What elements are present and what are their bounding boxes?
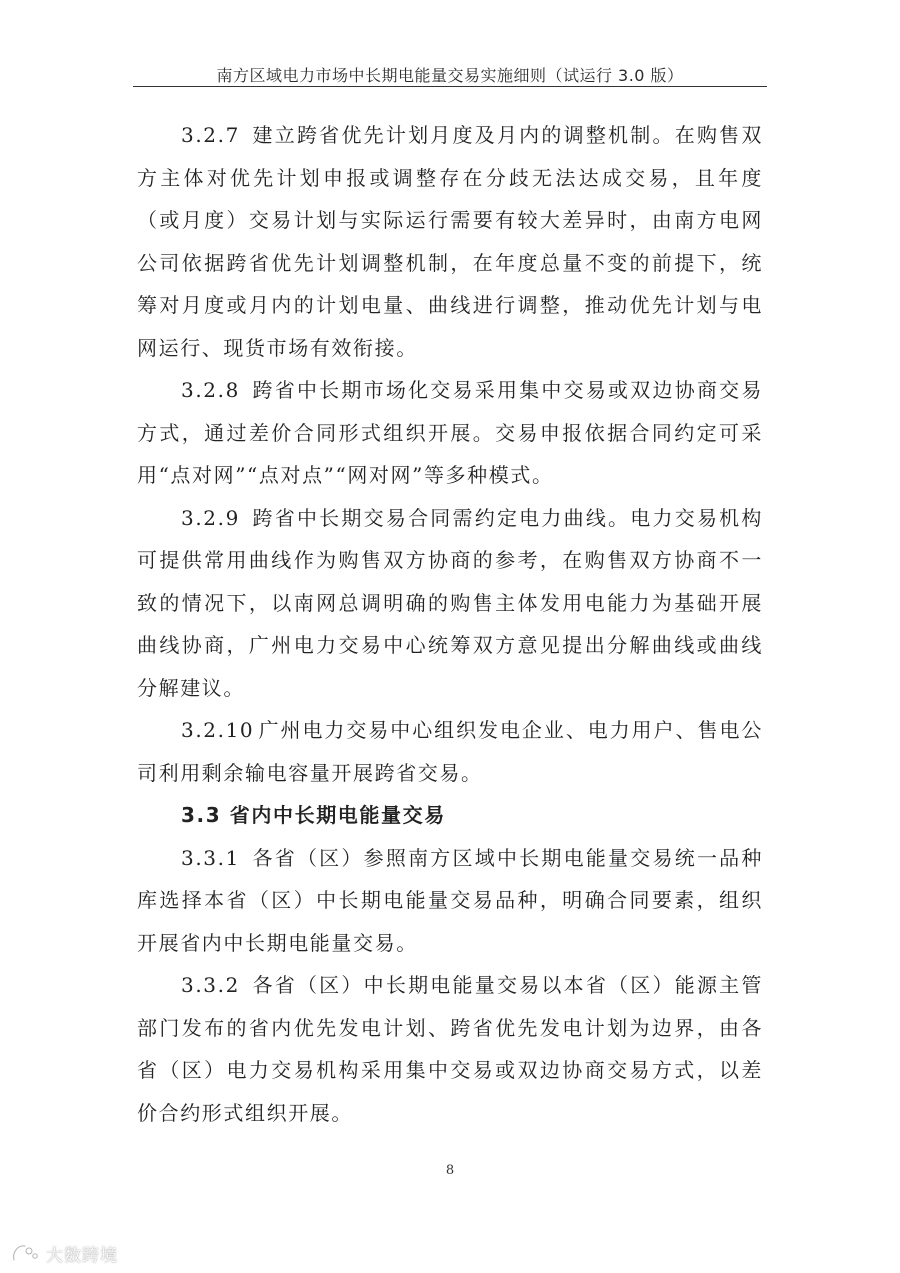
header-rule: [133, 86, 767, 87]
clause-3-2-10: [137, 709, 763, 794]
document-body: [137, 114, 763, 1134]
clause-text: 跨省中长期市场化交易采用集中交易或双边协商交易方式，通过差价合同形式组织开展。交易申报依据合同约定可采用“点对网”“点对点”“网对网”等多种模式。: [137, 378, 763, 487]
clause-number: 3.3.1: [181, 845, 240, 870]
clause-number: 3.2.8: [181, 378, 240, 402]
clause-3-2-7: [137, 114, 763, 369]
clause-number: 3.2.9: [181, 505, 240, 530]
clause-text: 跨省中长期交易合同需约定电力曲线。电力交易机构可提供常用曲线作为购售双方协商的参考，在购售双方协商不一致的情况下，以南网总调明确的购售主体发用电能力为基础开展曲线协商，广州电力交易中心统筹双方意见提出分解曲线或曲线分解建议。: [137, 505, 763, 700]
clause-3-2-8: [137, 369, 763, 497]
clause-3-3-1: [137, 837, 763, 965]
clause-text: 各省（区）中长期电能量交易以本省（区）能源主管部门发布的省内优先发电计划、跨省优先发电计划为边界，由各省（区）电力交易机构采用集中交易或双边协商交易方式，以差价合约形式组织开展。: [137, 973, 763, 1125]
watermark: [10, 1240, 118, 1266]
section-heading: 3.3 省内中长期电能量交易: [181, 803, 446, 827]
clause-3-2-9: [137, 497, 763, 710]
clause-number: 3.2.10: [181, 718, 255, 742]
watermark-text: 大数跨境: [46, 1245, 118, 1266]
page-number: 8: [445, 1163, 455, 1178]
clause-text: 建立跨省优先计划月度及月内的调整机制。在购售双方主体对优先计划申报或调整存在分歧无法达成交易，且年度（或月度）交易计划与实际运行需要有较大差异时，由南方电网公司依据跨省优先计划调整机制，在年度总量不变的前提下，统筹对月度或月内的计划电量、曲线进行调整，推动优先计划与电网运行、现货市场有效衔接。: [137, 123, 763, 360]
clause-number: 3.3.2: [181, 973, 240, 997]
running-header: 南方区域电力市场中长期电能量交易实施细则（试运行 3.0 版）: [216, 66, 684, 85]
brand-logo-icon: [10, 1242, 40, 1264]
clause-text: 广州电力交易中心组织发电企业、电力用户、售电公司利用剩余输电容量开展跨省交易。: [137, 718, 763, 785]
clause-number: 3.2.7: [181, 123, 240, 147]
clause-3-3-2: [137, 964, 763, 1134]
clause-text: 各省（区）参照南方区域中长期电能量交易统一品种库选择本省（区）中长期电能量交易品种，明确合同要素，组织开展省内中长期电能量交易。: [137, 845, 763, 955]
